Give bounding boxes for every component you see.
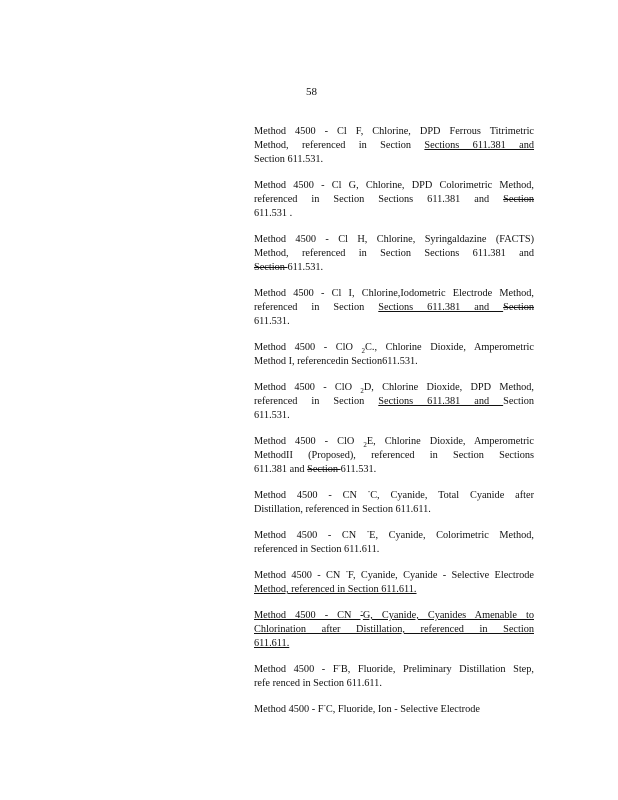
entry-text: C., Chlorine Dioxide, Amperometric [365,342,534,353]
entry-text: Method 4500 - F [254,664,339,675]
entry-line [254,153,534,167]
entry-line [254,139,534,153]
entry-text: Distillation, referenced in Section 611.611. [254,504,431,515]
entry-text: 611.531. [254,410,290,421]
method-entry [254,529,534,557]
entry-line [254,663,534,677]
underlined-text: Sections 611.381 and [424,140,535,151]
entry-line [254,583,534,597]
entry-text: 611.531. [254,316,290,327]
entry-line [254,489,534,503]
entry-text: - [345,567,349,576]
entry-text: Section [503,396,534,407]
entry-line [254,287,534,301]
entry-text: 611.531 . [254,208,293,219]
entry-line [254,261,534,275]
method-list [254,125,534,729]
entry-text: D, Chlorine Dioxide, DPD Method, [363,382,534,393]
method-entry [254,381,534,423]
entry-text: 611.381 and [254,464,308,475]
entry-text: C, Cyanide, Total Cyanide after [370,490,534,501]
entry-text: E, Chlorine Dioxide, Amperometric [366,436,534,447]
entry-line [254,125,534,139]
entry-text: C, Fluoride, Ion - Selective Electrode [325,704,480,715]
underlined-text: Method 4500 - CN [254,610,361,621]
entry-text: 611.531. [287,262,324,273]
method-entry [254,287,534,329]
entry-line [254,449,534,463]
entry-text: Method I, referencedin Section611.531. [254,356,418,367]
entry-text: referenced in Section [254,302,379,313]
entry-text: Method 4500 - CN [254,490,368,501]
entry-text: Section 611.531. [254,154,324,165]
underlined-text: Sections 611.381 and [378,302,504,313]
method-entry [254,703,534,717]
struck-text: Section [307,464,341,475]
entry-line [254,463,534,477]
method-entry [254,125,534,167]
entry-text: referenced in Section Sections 611.381 and [254,194,504,205]
entry-text: - [367,487,371,496]
page-number: 58 [306,86,317,98]
entry-line [254,207,534,221]
entry-line [254,355,534,369]
entry-text: Method 4500 - Cl F, Chlorine, DPD Ferrous Titrimetric [254,126,534,137]
entry-line [254,569,534,583]
underlined-text: G, Cyanide, Cyanides Amenable to [362,610,534,621]
struck-text: Section [503,194,534,205]
entry-line [254,179,534,193]
method-entry [254,179,534,221]
entry-line [254,233,534,247]
entry-text: Method, referenced in Section [254,140,425,151]
underlined-text: - [360,607,363,616]
method-entry [254,609,534,651]
underlined-text: Chlorination after Distillation, referenced in Section [254,624,534,635]
entry-line [254,247,534,261]
entry-line [254,341,534,355]
underlined-text: Sections 611.381 and [378,396,504,407]
entry-text: B, Fluoride, Preliminary Distillation Step, [340,664,534,675]
entry-line [254,677,534,691]
method-entry [254,663,534,691]
entry-line [254,395,534,409]
method-entry [254,233,534,275]
entry-text: Method 4500 - Cl H, Chlorine, Syringaldazine (FACTS) [254,234,534,245]
entry-text: Method 4500 - Cl G, Chlorine, DPD Colorimetric Method, [254,180,534,191]
entry-line [254,529,534,543]
entry-text: MethodII (Proposed), referenced in Section Sections [254,450,534,461]
method-entry [254,435,534,477]
entry-line [254,435,534,449]
underlined-text: Method, referenced in Section 611.611. [254,584,417,595]
entry-line [254,703,534,717]
entry-text: Method 4500 - CN [254,570,346,581]
entry-line [254,543,534,557]
entry-line [254,315,534,329]
method-entry [254,569,534,597]
entry-text: - [366,527,370,536]
entry-line [254,623,534,637]
entry-line [254,503,534,517]
entry-line [254,381,534,395]
entry-text: Method 4500 - ClO [254,382,361,393]
entry-text: 611.531. [340,464,377,475]
method-entry [254,489,534,517]
entry-text: Method 4500 - Cl I, Chlorine,Iodometric Electrode Method, [254,288,534,299]
underlined-text: 611.611. [254,638,290,649]
entry-line [254,409,534,423]
entry-text: Method, referenced in Section Sections 611.381 and [254,248,534,259]
entry-line [254,637,534,651]
entry-text: - [323,701,326,710]
entry-text: E, Cyanide, Colorimetric Method, [369,530,534,541]
entry-line [254,301,534,315]
entry-text: Method 4500 - ClO [254,342,362,353]
entry-text: 2 [360,387,364,396]
entry-text: Method 4500 - CN [254,530,367,541]
entry-line [254,193,534,207]
entry-text: referenced in Section 611.611. [254,544,380,555]
entry-text: Method 4500 - F [254,704,324,715]
entry-text: 2 [361,347,365,356]
entry-text: - [338,661,341,670]
entry-text: 2 [363,441,367,450]
entry-line [254,609,534,623]
entry-text: F, Cyanide, Cyanide - Selective Electrode [348,570,535,581]
struck-text: Section [503,302,534,313]
entry-text: Method 4500 - ClO [254,436,364,447]
struck-text: Section [254,262,288,273]
method-entry [254,341,534,369]
entry-text: refe renced in Section 611.611. [254,678,382,689]
entry-text: referenced in Section [254,396,379,407]
